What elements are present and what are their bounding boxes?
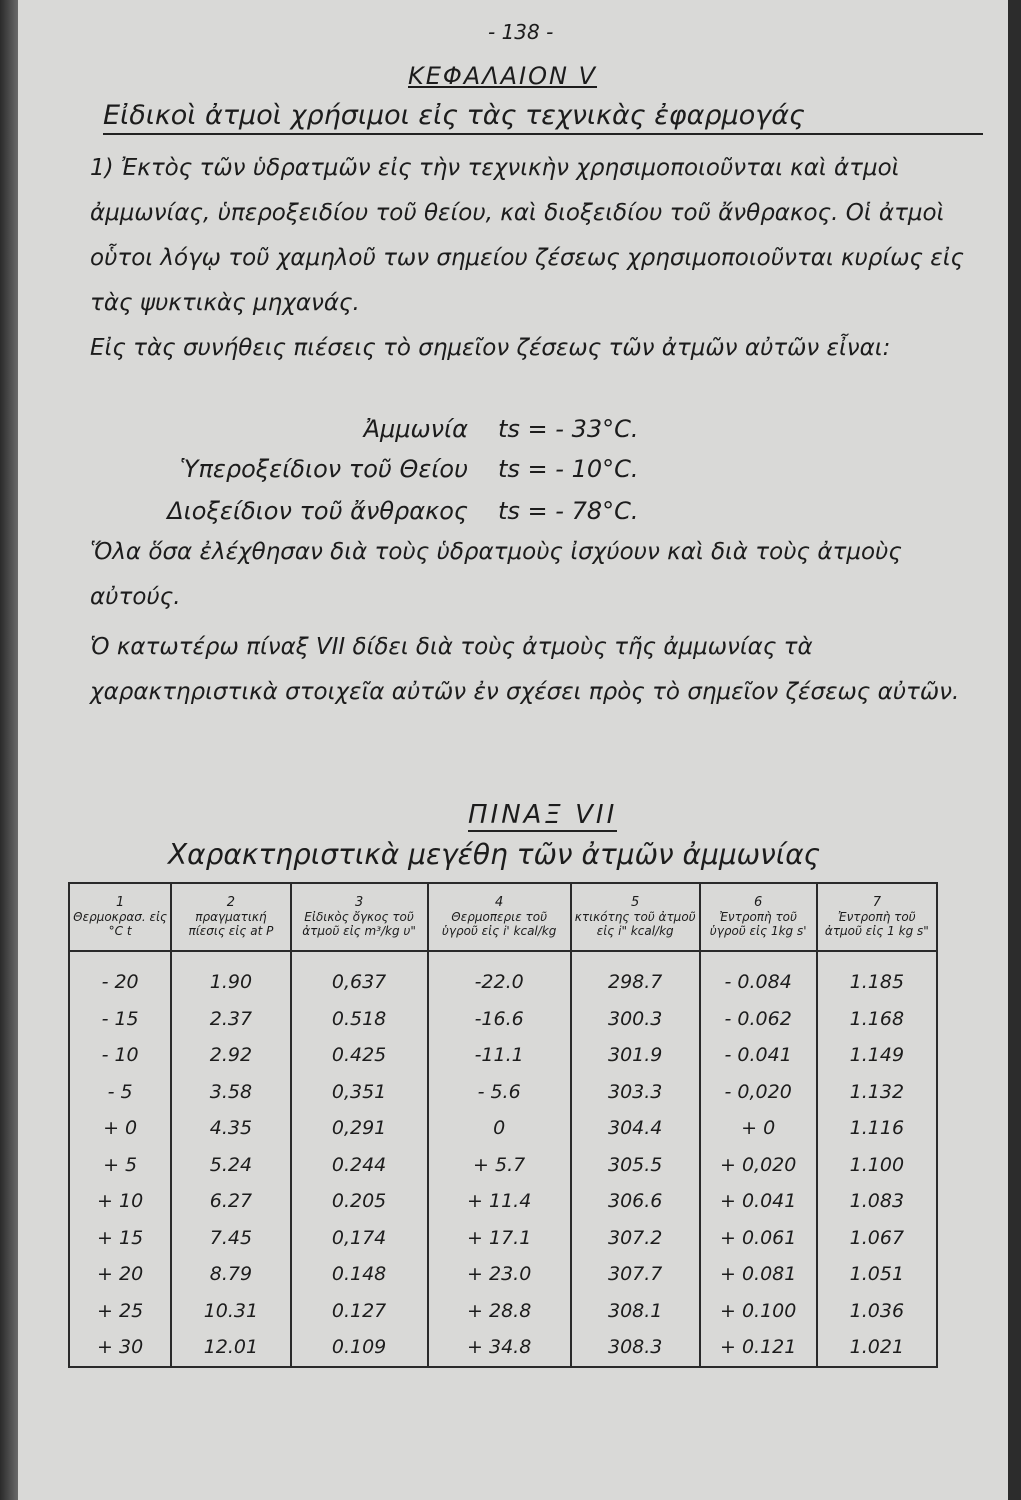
ammonia-properties-table xyxy=(68,882,938,1368)
table-header-cell xyxy=(428,883,571,951)
table-cell: 0.127 xyxy=(291,1293,428,1330)
table-row xyxy=(69,1074,937,1111)
table-cell: - 10 xyxy=(69,1037,171,1074)
column-number: 4 xyxy=(495,895,504,910)
table-body xyxy=(69,951,937,1367)
table-cell: + 20 xyxy=(69,1256,171,1293)
paragraph-4: Ὁ κατωτέρω πίναξ VII δίδει διὰ τοὺς ἀτμοὺς τῆς ἀμμωνίας τὰ χαρακτηριστικὰ στοιχεῖα αὐτῶν ἐν σχέσει πρὸς τὸ σημεῖον ζέσεως αὐτῶν. xyxy=(90,634,960,705)
table-cell: 0.518 xyxy=(291,1001,428,1038)
table-cell: 1.036 xyxy=(817,1293,937,1330)
column-label: Εἰδικὸς ὄγκος τοῦ ἀτμοῦ εἰς m³/kg υ" xyxy=(302,910,416,938)
table-cell: 305.5 xyxy=(571,1147,700,1184)
table-cell: 306.6 xyxy=(571,1183,700,1220)
table-cell: + 5 xyxy=(69,1147,171,1184)
table-cell: - 0.041 xyxy=(700,1037,817,1074)
table-cell: - 20 xyxy=(69,951,171,1001)
table-cell: + 28.8 xyxy=(428,1293,571,1330)
table-cell: 7.45 xyxy=(171,1220,290,1257)
table-header-cell xyxy=(571,883,700,951)
chapter-heading: ΚΕΦΑΛΑΙΟΝ V xyxy=(408,62,598,90)
table-cell: + 0.100 xyxy=(700,1293,817,1330)
table-header-cell xyxy=(700,883,817,951)
table-cell: 12.01 xyxy=(171,1329,290,1367)
page-number: - 138 - xyxy=(488,20,554,44)
table-cell: 1.116 xyxy=(817,1110,937,1147)
table-cell: - 5.6 xyxy=(428,1074,571,1111)
table-cell: 304.4 xyxy=(571,1110,700,1147)
gas-name-sulfur-dioxide: Ὑπεροξείδιον τοῦ Θείου xyxy=(179,455,468,483)
table-cell: 0.148 xyxy=(291,1256,428,1293)
page-edge xyxy=(1008,0,1021,1500)
table-cell: - 15 xyxy=(69,1001,171,1038)
column-label: πραγματική πίεσις εἰς at P xyxy=(188,910,274,938)
table-cell: + 15 xyxy=(69,1220,171,1257)
table-cell: 2.92 xyxy=(171,1037,290,1074)
table-cell: + 30 xyxy=(69,1329,171,1367)
table-cell: 0.205 xyxy=(291,1183,428,1220)
table-cell: 1.90 xyxy=(171,951,290,1001)
table-header-cell xyxy=(817,883,937,951)
table-cell: 298.7 xyxy=(571,951,700,1001)
table-header-cell xyxy=(69,883,171,951)
table-row xyxy=(69,1001,937,1038)
column-number: 3 xyxy=(354,895,364,910)
table-row xyxy=(69,951,937,1001)
table-cell: 1.083 xyxy=(817,1183,937,1220)
table-cell: + 17.1 xyxy=(428,1220,571,1257)
table-cell: 0.425 xyxy=(291,1037,428,1074)
table-cell: 1.021 xyxy=(817,1329,937,1367)
table-cell: 4.35 xyxy=(171,1110,290,1147)
table-header-cell xyxy=(291,883,428,951)
table-cell: + 0 xyxy=(69,1110,171,1147)
table-cell: -11.1 xyxy=(428,1037,571,1074)
column-number: 5 xyxy=(631,895,640,910)
table-caption: Χαρακτηριστικὰ μεγέθη τῶν ἀτμῶν ἀμμωνίας xyxy=(168,838,821,871)
table-cell: 1.100 xyxy=(817,1147,937,1184)
column-number: 6 xyxy=(754,895,763,910)
table-row xyxy=(69,1329,937,1367)
table-cell: 8.79 xyxy=(171,1256,290,1293)
table-cell: 301.9 xyxy=(571,1037,700,1074)
paragraph-3: Ὅλα ὅσα ἐλέχθησαν διὰ τοὺς ὑδρατμοὺς ἰσχύουν καὶ διὰ τοὺς ἀτμοὺς αὐτούς. xyxy=(90,539,902,610)
table-row xyxy=(69,1147,937,1184)
table-cell: 1.132 xyxy=(817,1074,937,1111)
table-cell: 1.168 xyxy=(817,1001,937,1038)
table-cell: 0,637 xyxy=(291,951,428,1001)
column-label: Θερμοπεριε τοῦ ὑγροῦ εἰς i' kcal/kg xyxy=(441,910,557,938)
table-cell: + 25 xyxy=(69,1293,171,1330)
table-cell: 0 xyxy=(428,1110,571,1147)
table-cell: 1.185 xyxy=(817,951,937,1001)
table-cell: + 34.8 xyxy=(428,1329,571,1367)
table-cell: + 0.041 xyxy=(700,1183,817,1220)
table-row xyxy=(69,1293,937,1330)
table-cell: + 10 xyxy=(69,1183,171,1220)
table-cell: 6.27 xyxy=(171,1183,290,1220)
table-row xyxy=(69,1183,937,1220)
table-cell: + 0,020 xyxy=(700,1147,817,1184)
table-cell: 3.58 xyxy=(171,1074,290,1111)
table-cell: 1.067 xyxy=(817,1220,937,1257)
column-number: 1 xyxy=(115,895,125,910)
column-label: κτικότης τοῦ ἀτμοῦ εἰς i" kcal/kg xyxy=(574,910,696,938)
gas-name-carbon-dioxide: Διοξείδιον τοῦ ἄνθρακος xyxy=(167,497,468,525)
chapter-subtitle: Εἰδικοὶ ἀτμοὶ χρήσιμοι εἰς τὰς τεχνικὰς ἐφαρμογάς xyxy=(103,100,983,135)
table-cell: + 11.4 xyxy=(428,1183,571,1220)
table-cell: -22.0 xyxy=(428,951,571,1001)
table-cell: 303.3 xyxy=(571,1074,700,1111)
table-header-row xyxy=(69,883,937,951)
gas-boiling-point-ammonia: ts = - 33°C. xyxy=(498,415,639,443)
table-header-cell xyxy=(171,883,290,951)
table-cell: - 0.084 xyxy=(700,951,817,1001)
column-number: 2 xyxy=(226,895,236,910)
table-row xyxy=(69,1220,937,1257)
table-cell: + 0.121 xyxy=(700,1329,817,1367)
paragraph-2: Εἰς τὰς συνήθεις πιέσεις τὸ σημεῖον ζέσεως τῶν ἀτμῶν αὐτῶν εἶναι: xyxy=(90,335,891,361)
table-cell: 308.1 xyxy=(571,1293,700,1330)
gas-name-ammonia: Ἀμμωνία xyxy=(363,415,468,443)
table-cell: 0,351 xyxy=(291,1074,428,1111)
table-cell: 0.109 xyxy=(291,1329,428,1367)
table-cell: 10.31 xyxy=(171,1293,290,1330)
table-cell: 1.051 xyxy=(817,1256,937,1293)
table-cell: 2.37 xyxy=(171,1001,290,1038)
column-label: Θερμοκρασ. εἰς °C t xyxy=(73,910,168,938)
document-page xyxy=(18,0,1008,1500)
book-gutter xyxy=(0,0,18,1500)
table-cell: 307.2 xyxy=(571,1220,700,1257)
table-cell: - 0.062 xyxy=(700,1001,817,1038)
table-cell: - 5 xyxy=(69,1074,171,1111)
table-cell: + 0.081 xyxy=(700,1256,817,1293)
table-cell: - 0,020 xyxy=(700,1074,817,1111)
gas-boiling-point-sulfur-dioxide: ts = - 10°C. xyxy=(498,455,639,483)
table-cell: + 5.7 xyxy=(428,1147,571,1184)
table-cell: + 23.0 xyxy=(428,1256,571,1293)
table-cell: 308.3 xyxy=(571,1329,700,1367)
table-cell: -16.6 xyxy=(428,1001,571,1038)
table-cell: 0,174 xyxy=(291,1220,428,1257)
table-cell: + 0.061 xyxy=(700,1220,817,1257)
table-cell: 0,291 xyxy=(291,1110,428,1147)
table-cell: 300.3 xyxy=(571,1001,700,1038)
column-label: Ἐντροπὴ τοῦ ἀτμοῦ εἰς 1 kg s" xyxy=(824,910,929,938)
table-cell: 307.7 xyxy=(571,1256,700,1293)
table-title: ΠΙΝΑΞ VII xyxy=(468,800,618,830)
column-number: 7 xyxy=(872,895,881,910)
table-cell: 5.24 xyxy=(171,1147,290,1184)
table-row xyxy=(69,1256,937,1293)
table-row xyxy=(69,1110,937,1147)
column-label: Ἐντροπὴ τοῦ ὑγροῦ εἰς 1kg s' xyxy=(709,910,807,938)
table-cell: 0.244 xyxy=(291,1147,428,1184)
table-row xyxy=(69,1037,937,1074)
table-cell: 1.149 xyxy=(817,1037,937,1074)
table-cell: + 0 xyxy=(700,1110,817,1147)
gas-boiling-point-carbon-dioxide: ts = - 78°C. xyxy=(498,497,639,525)
paragraph-1: 1) Ἐκτὸς τῶν ὑδρατμῶν εἰς τὴν τεχνικὴν χρησιμοποιοῦνται καὶ ἀτμοὶ ἀμμωνίας, ὑπεροξειδίου τοῦ θείου, καὶ διοξειδίου τοῦ ἄνθρακος. Οἱ ἀτμοὶ οὗτοι λόγῳ τοῦ χαμηλοῦ των σημείου ζέσεως χρησιμοποιοῦνται κυρίως εἰς τὰς ψυκτικὰς μηχανάς. xyxy=(90,155,964,316)
